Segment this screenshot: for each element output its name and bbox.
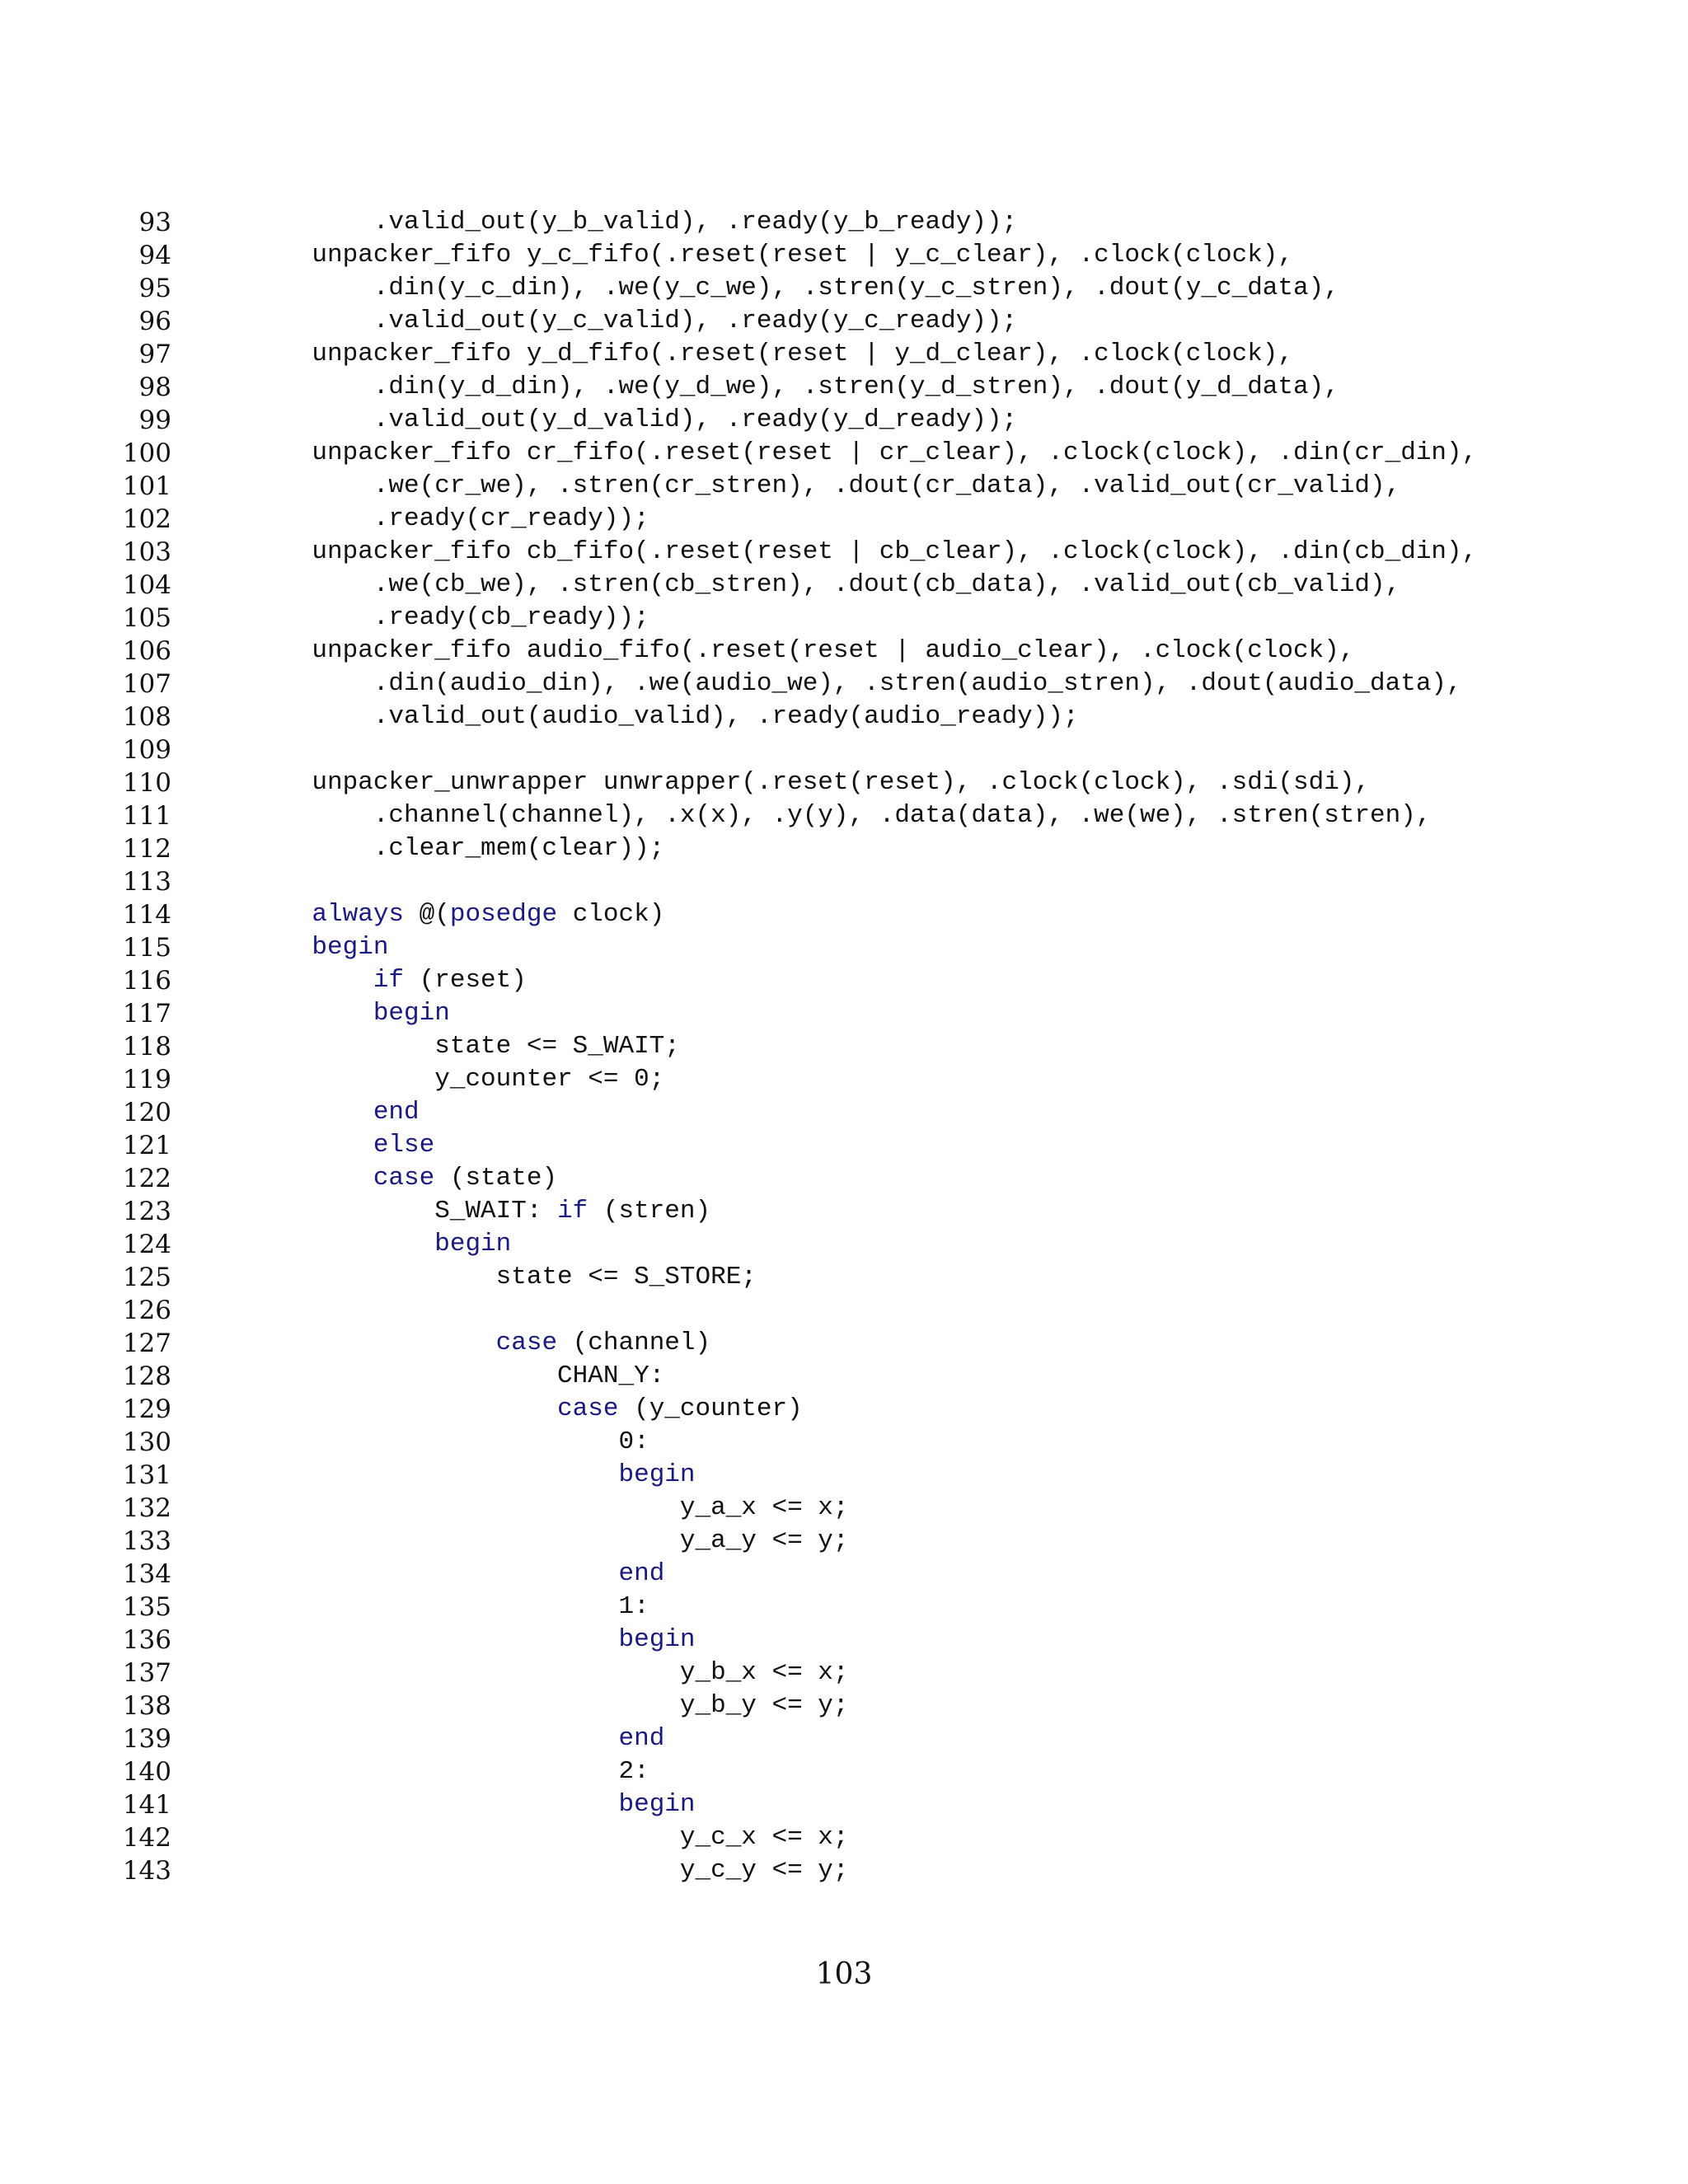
line-number: 113 [122,867,171,897]
code-text [251,1030,680,1063]
line-number: 95 [138,274,171,303]
line-number: 132 [122,1493,171,1523]
code-line [0,239,1688,272]
code-token: (stren) [588,1197,711,1226]
code-line [0,832,1688,865]
code-text [251,898,664,931]
code-token [251,1394,557,1423]
code-token: y_c_y <= y; [251,1856,849,1885]
code-token: unpacker_unwrapper unwrapper(.reset(reset), .clock(clock), .sdi(sdi), [251,768,1371,797]
code-token: .we(cb_we), .stren(cb_stren), .dout(cb_data), .valid_out(cb_valid), [251,570,1401,599]
code-token: 1: [251,1592,649,1621]
code-text [251,1360,664,1393]
line-number: 103 [122,537,171,567]
line-number: 128 [122,1361,171,1391]
line-number: 134 [122,1559,171,1589]
code-line [0,1195,1688,1228]
code-line [0,1690,1688,1722]
code-keyword: begin [618,1625,696,1654]
code-token: .channel(channel), .x(x), .y(y), .data(data), .we(we), .stren(stren), [251,801,1432,830]
code-line [0,404,1688,437]
code-line [0,766,1688,799]
line-number: 135 [122,1592,171,1622]
code-line [0,1426,1688,1459]
code-text [251,1129,434,1162]
code-token: (reset) [404,966,527,995]
line-number: 126 [122,1296,171,1325]
code-text [251,1722,664,1755]
code-line [0,1393,1688,1426]
code-line [0,1162,1688,1195]
code-token: unpacker_fifo cb_fifo(.reset(reset | cb_clear), .clock(clock), .din(cb_din), [251,537,1478,566]
code-text [251,371,1339,404]
code-text [251,1821,849,1854]
code-text [251,404,1017,437]
code-line [0,536,1688,569]
code-line [0,569,1688,602]
code-token: (y_counter) [618,1394,803,1423]
code-text [251,1788,696,1821]
code-token [251,966,373,995]
code-token: .clear_mem(clear)); [251,834,665,863]
code-text [251,536,1477,569]
code-token [251,1230,434,1258]
code-token: unpacker_fifo cr_fifo(.reset(reset | cr_clear), .clock(clock), .din(cr_din), [251,438,1478,467]
code-keyword: begin [434,1230,512,1258]
line-number: 115 [122,933,171,963]
code-line [0,668,1688,701]
code-line [0,272,1688,305]
line-number: 129 [122,1394,171,1424]
code-text [251,766,1370,799]
code-line [0,338,1688,371]
code-line [0,931,1688,964]
line-number: 119 [122,1065,171,1094]
code-token: state <= S_WAIT; [251,1032,680,1061]
code-keyword: posedge [449,900,558,929]
code-line [0,470,1688,503]
code-line [0,733,1688,766]
code-text [251,1591,649,1624]
code-text [251,1525,849,1558]
line-number: 104 [122,570,171,600]
code-keyword: begin [618,1460,696,1489]
code-text [251,668,1462,701]
code-text [251,1096,420,1129]
code-text [251,1854,849,1887]
line-number: 131 [122,1460,171,1490]
code-text [251,964,527,997]
line-number: 94 [138,241,171,270]
code-token [251,1131,373,1160]
line-number: 107 [122,669,171,699]
code-line [0,1624,1688,1657]
code-token: CHAN_Y: [251,1361,665,1390]
code-token: y_a_y <= y; [251,1526,849,1555]
code-line [0,1821,1688,1854]
code-token: .din(y_d_din), .we(y_d_we), .stren(y_d_stren), .dout(y_d_data), [251,373,1339,401]
code-line [0,1755,1688,1788]
code-token [251,900,312,929]
line-number: 118 [122,1032,171,1062]
code-token: 2: [251,1757,649,1786]
line-number: 108 [122,702,171,732]
line-number: 140 [122,1757,171,1787]
code-text [251,1657,849,1690]
line-number: 117 [122,999,171,1029]
code-line [0,1294,1688,1327]
line-number: 141 [122,1790,171,1820]
code-line [0,964,1688,997]
code-line [0,997,1688,1030]
code-line [0,1788,1688,1821]
line-number: 124 [122,1230,171,1259]
code-keyword: case [373,1164,435,1193]
line-number: 130 [122,1427,171,1457]
code-line [0,1327,1688,1360]
code-text [251,931,388,964]
code-token: .din(audio_din), .we(audio_we), .stren(audio_stren), .dout(audio_data), [251,669,1462,698]
code-token: clock) [557,900,665,929]
code-text [251,602,649,635]
line-number: 116 [122,966,171,996]
line-number: 136 [122,1625,171,1655]
code-line [0,1525,1688,1558]
line-number: 127 [122,1329,171,1358]
code-line [0,503,1688,536]
code-line [0,305,1688,338]
code-token: S_WAIT: [251,1197,558,1226]
code-keyword: begin [312,933,389,962]
code-token [251,1098,373,1127]
code-token: (state) [434,1164,558,1193]
code-line [0,1360,1688,1393]
line-number: 122 [122,1164,171,1193]
code-text [251,1558,664,1591]
code-keyword: else [373,1131,435,1160]
code-token: state <= S_STORE; [251,1263,757,1291]
code-token: y_b_y <= y; [251,1691,849,1720]
code-line [0,635,1688,668]
code-line [0,1063,1688,1096]
line-number: 109 [122,735,171,765]
code-line [0,1591,1688,1624]
code-text [251,1327,710,1360]
line-number: 105 [122,603,171,633]
code-line [0,1228,1688,1261]
page-number: 103 [815,1957,873,1991]
code-token [251,1625,618,1654]
code-text [251,799,1431,832]
code-token [251,933,312,962]
code-text [251,1162,557,1195]
line-number: 121 [122,1131,171,1160]
line-number: 93 [138,208,171,237]
code-line [0,1492,1688,1525]
code-line [0,1096,1688,1129]
line-number: 142 [122,1823,171,1853]
code-text [251,635,1354,668]
code-token [251,1164,373,1193]
code-token: .valid_out(y_b_valid), .ready(y_b_ready)); [251,208,1018,237]
code-text [251,272,1339,305]
line-number: 102 [122,504,171,534]
code-token: y_b_x <= x; [251,1658,849,1687]
line-number: 101 [122,471,171,501]
code-keyword: begin [373,999,450,1028]
line-number: 110 [122,768,171,798]
code-token: y_c_x <= x; [251,1823,849,1852]
code-line [0,437,1688,470]
line-number: 123 [122,1197,171,1226]
code-text [251,1228,511,1261]
code-keyword: always [312,900,405,929]
code-line [0,1657,1688,1690]
code-text [251,1393,803,1426]
code-keyword: if [373,966,405,995]
code-listing [0,206,1688,1887]
code-line [0,1261,1688,1294]
line-number: 138 [122,1691,171,1721]
code-text [251,1261,757,1294]
code-token [251,1724,618,1753]
code-text [251,1063,664,1096]
code-text [251,305,1017,338]
code-text [251,1492,849,1525]
code-text [251,503,649,536]
line-number: 137 [122,1658,171,1688]
code-token: 0: [251,1427,649,1456]
code-line [0,206,1688,239]
code-token: (channel) [557,1329,711,1357]
code-keyword: end [618,1559,665,1588]
line-number: 133 [122,1526,171,1556]
code-keyword: case [557,1394,619,1423]
code-text [251,206,1017,239]
code-text [251,997,450,1030]
code-line [0,371,1688,404]
line-number: 112 [122,834,171,864]
code-token: .valid_out(audio_valid), .ready(audio_ready)); [251,702,1079,731]
code-keyword: end [373,1098,420,1127]
code-text [251,832,664,865]
code-text [251,1459,696,1492]
code-text [251,239,1293,272]
line-number: 139 [122,1724,171,1754]
code-text [251,338,1293,371]
code-line [0,799,1688,832]
code-text [251,1690,849,1722]
code-line [0,1129,1688,1162]
line-number: 100 [122,438,171,468]
code-token: y_counter <= 0; [251,1065,665,1094]
code-token: .valid_out(y_d_valid), .ready(y_d_ready)); [251,405,1018,434]
code-text [251,1755,649,1788]
line-number: 97 [138,340,171,369]
code-line [0,602,1688,635]
code-line [0,1030,1688,1063]
line-number: 111 [122,801,171,831]
code-line [0,1854,1688,1887]
code-token: .ready(cr_ready)); [251,504,649,533]
code-line [0,701,1688,733]
code-line [0,865,1688,898]
code-token: y_a_x <= x; [251,1493,849,1522]
code-text [251,1195,710,1228]
code-text [251,1426,649,1459]
code-token [251,1460,618,1489]
code-text [251,470,1400,503]
code-token [251,1329,496,1357]
code-text [251,701,1079,733]
code-keyword: case [495,1329,558,1357]
code-token [251,1559,618,1588]
line-number: 125 [122,1263,171,1292]
code-line [0,898,1688,931]
code-line [0,1722,1688,1755]
code-token [251,999,373,1028]
code-token: .we(cr_we), .stren(cr_stren), .dout(cr_data), .valid_out(cr_valid), [251,471,1401,500]
code-keyword: end [618,1724,665,1753]
code-text [251,569,1400,602]
code-token [251,1790,618,1819]
code-keyword: if [557,1197,588,1226]
code-token: .din(y_c_din), .we(y_c_we), .stren(y_c_stren), .dout(y_c_data), [251,274,1339,302]
code-token: unpacker_fifo y_d_fifo(.reset(reset | y_d_clear), .clock(clock), [251,340,1294,368]
code-token: .ready(cb_ready)); [251,603,649,632]
line-number: 96 [138,307,171,336]
code-token: .valid_out(y_c_valid), .ready(y_c_ready)); [251,307,1018,335]
line-number: 98 [138,373,171,402]
line-number: 143 [122,1856,171,1886]
code-token: @( [404,900,450,929]
code-line [0,1558,1688,1591]
line-number: 99 [138,405,171,435]
code-token: unpacker_fifo audio_fifo(.reset(reset | audio_clear), .clock(clock), [251,636,1355,665]
code-text [251,437,1477,470]
code-line [0,1459,1688,1492]
code-token: unpacker_fifo y_c_fifo(.reset(reset | y_c_clear), .clock(clock), [251,241,1294,269]
line-number: 114 [122,900,171,930]
code-keyword: begin [618,1790,696,1819]
code-text [251,1624,696,1657]
line-number: 106 [122,636,171,666]
line-number: 120 [122,1098,171,1127]
